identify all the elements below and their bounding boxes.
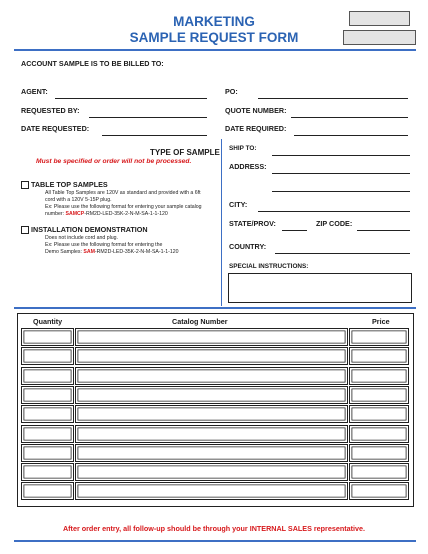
catalog-number-cell[interactable] <box>75 367 348 385</box>
address-field-2[interactable] <box>272 191 410 192</box>
catalog-column-header: Catalog Number <box>172 317 228 326</box>
requested-by-field[interactable] <box>89 117 207 118</box>
zip-code-label: ZIP CODE: <box>316 219 353 228</box>
table-top-label: TABLE TOP SAMPLES <box>31 180 108 189</box>
price-cell[interactable] <box>349 347 409 365</box>
state-prov-label: STATE/PROV: <box>229 219 276 228</box>
zip-code-field[interactable] <box>357 230 410 231</box>
billing-label: ACCOUNT SAMPLE IS TO BE BILLED TO: <box>21 59 164 68</box>
quantity-cell[interactable] <box>21 444 74 462</box>
city-label: CITY: <box>229 200 248 209</box>
price-cell[interactable] <box>349 482 409 500</box>
quantity-cell[interactable] <box>21 367 74 385</box>
ship-to-label: SHIP TO: <box>229 145 257 152</box>
po-label: PO: <box>225 87 238 96</box>
installation-note-3-prefix: Demo Samples: <box>45 249 84 255</box>
agent-label: AGENT: <box>21 87 48 96</box>
agent-field[interactable] <box>55 98 207 99</box>
price-column-header: Price <box>372 317 390 326</box>
installation-note-3 <box>45 249 178 256</box>
country-label: COUNTRY: <box>229 242 267 251</box>
table-divider <box>14 307 416 309</box>
footer-divider <box>14 540 416 542</box>
installation-label: INSTALLATION DEMONSTRATION <box>31 225 148 234</box>
catalog-number-cell[interactable] <box>75 386 348 404</box>
installation-code-highlight: SAM <box>83 249 95 255</box>
date-requested-field[interactable] <box>102 135 207 136</box>
table-top-note-1: All Table Top Samples are 120V as standard and provided with a 6ft <box>45 190 201 196</box>
table-top-code-highlight: SAMCP <box>65 211 85 217</box>
catalog-number-cell[interactable] <box>75 405 348 423</box>
table-top-note-4-suffix: -RM2D-LED-35K-2-N-M-SA-1-1-120 <box>84 211 168 217</box>
ship-to-field[interactable] <box>272 155 410 156</box>
table-top-note-2: cord with a 120V 5-15P plug. <box>45 197 112 203</box>
address-label: ADDRESS: <box>229 162 267 171</box>
installation-note-2: Ex: Please use the following format for entering the <box>45 242 163 248</box>
po-field[interactable] <box>258 98 408 99</box>
date-requested-label: DATE REQUESTED: <box>21 124 90 133</box>
special-instructions-label: SPECIAL INSTRUCTIONS: <box>229 263 309 270</box>
title-divider <box>14 49 416 51</box>
table-top-note-4 <box>45 211 168 218</box>
quote-number-field[interactable] <box>291 117 408 118</box>
price-cell[interactable] <box>349 425 409 443</box>
price-cell[interactable] <box>349 367 409 385</box>
quantity-cell[interactable] <box>21 405 74 423</box>
table-top-note-3: Ex: Please use the following format for entering your sample catalog <box>45 204 202 210</box>
installation-note-3-suffix: -RM2D-LED-35K-2-N-M-SA-1-1-120 <box>94 249 179 255</box>
form-title-line1: MARKETING <box>173 14 255 29</box>
quantity-cell[interactable] <box>21 482 74 500</box>
date-required-field[interactable] <box>294 135 408 136</box>
city-field[interactable] <box>258 211 410 212</box>
price-cell[interactable] <box>349 386 409 404</box>
table-top-note-4-prefix: number: <box>45 211 66 217</box>
installation-checkbox[interactable] <box>21 226 29 234</box>
footer-note: After order entry, all follow-up should be through your INTERNAL SALES representative. <box>62 524 366 533</box>
quantity-column-header: Quantity <box>33 317 63 326</box>
price-cell[interactable] <box>349 463 409 481</box>
catalog-number-cell[interactable] <box>75 463 348 481</box>
price-cell[interactable] <box>349 328 409 346</box>
installation-note-1: Does not include cord and plug. <box>45 235 118 241</box>
special-instructions-box[interactable] <box>228 273 412 303</box>
form-title-line2: SAMPLE REQUEST FORM <box>129 30 299 45</box>
section-divider <box>221 139 222 306</box>
quantity-cell[interactable] <box>21 386 74 404</box>
catalog-number-cell[interactable] <box>75 482 348 500</box>
quantity-cell[interactable] <box>21 347 74 365</box>
country-field[interactable] <box>275 253 410 254</box>
sample-type-heading: TYPE OF SAMPLE <box>150 148 220 157</box>
sample-type-warning: Must be specified or order will not be processed. <box>36 158 192 165</box>
catalog-number-cell[interactable] <box>75 347 348 365</box>
quantity-cell[interactable] <box>21 328 74 346</box>
requested-by-label: REQUESTED BY: <box>21 106 80 115</box>
price-cell[interactable] <box>349 405 409 423</box>
quantity-cell[interactable] <box>21 463 74 481</box>
table-top-checkbox[interactable] <box>21 181 29 189</box>
price-cell[interactable] <box>349 444 409 462</box>
catalog-number-cell[interactable] <box>75 328 348 346</box>
catalog-number-cell[interactable] <box>75 425 348 443</box>
date-required-label: DATE REQUIRED: <box>225 124 287 133</box>
address-field-1[interactable] <box>272 173 410 174</box>
state-prov-field[interactable] <box>282 230 307 231</box>
quote-number-label: QUOTE NUMBER: <box>225 106 287 115</box>
catalog-number-cell[interactable] <box>75 444 348 462</box>
quantity-cell[interactable] <box>21 425 74 443</box>
